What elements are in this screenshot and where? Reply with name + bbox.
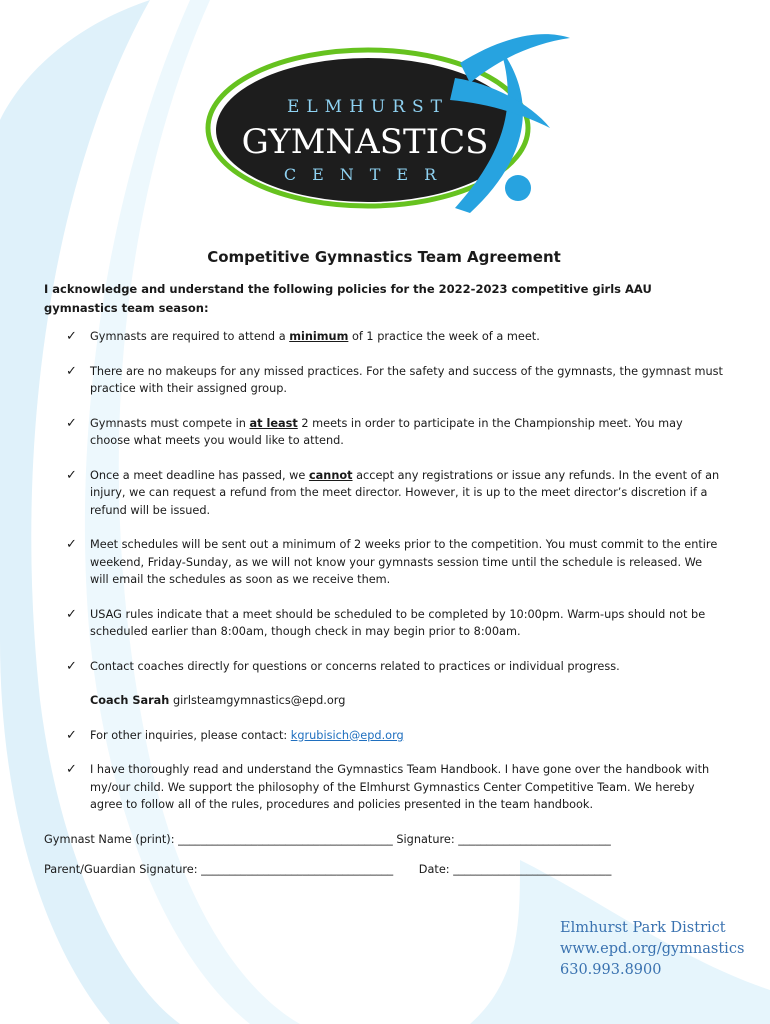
policy-item-handbook: ✓ I have thoroughly read and understand the Gymnastics Team Handbook. I have gone over the handbook with my/our child. We support the philosophy of the Elmhurst Gymnastics Center Competitive Team. We hereby agree to follow all of the rules, procedures and policies presented in the team handbook. xyxy=(66,762,710,811)
policy-list-continued xyxy=(44,727,724,814)
policy-item-other-inquiries: ✓ For other inquiries, please contact: kgrubisich@epd.org xyxy=(66,727,404,743)
check-icon: ✓ xyxy=(66,363,77,379)
elmhurst-gymnastics-logo xyxy=(200,8,570,223)
signature-field[interactable]: ___________________________ xyxy=(458,832,611,846)
page-title: Competitive Gymnastics Team Agreement xyxy=(207,248,561,266)
date-field[interactable]: ____________________________ xyxy=(453,862,612,876)
policy-item-meet-schedules: ✓ Meet schedules will be sent out a minimum of 2 weeks prior to the competition. You must commit to the entire weekend, Friday-Sunday, as we will not know your gymnasts session time until the schedule is released. We will email the schedules as soon as we receive them. xyxy=(66,537,718,586)
parent-signature-label: Parent/Guardian Signature: xyxy=(44,862,202,876)
check-icon: ✓ xyxy=(66,467,77,483)
footer-url[interactable]: www.epd.org/gymnastics xyxy=(560,941,745,957)
gymnast-signature-row xyxy=(44,831,724,848)
policy-item-meet-count: ✓ Gymnasts must compete in at least 2 meets in order to participate in the Championship meet. You may choose what meets you would like to attend. xyxy=(66,415,683,447)
check-icon: ✓ xyxy=(66,762,77,777)
coach-contact xyxy=(44,692,724,710)
emphasis-at-least: at least xyxy=(249,416,298,430)
signature-label: Signature: xyxy=(396,832,459,846)
coach-email: girlsteamgymnastics@epd.org xyxy=(172,694,346,707)
inquiries-email-link[interactable]: kgrubisich@epd.org xyxy=(290,728,404,742)
check-icon: ✓ xyxy=(66,329,77,344)
check-icon: ✓ xyxy=(66,415,77,431)
policy-item-no-makeups: ✓ There are no makeups for any missed practices. For the safety and success of the gymnasts, the gymnast must practice with their assigned group. xyxy=(66,363,723,395)
policy-item-usag-rules: ✓ USAG rules indicate that a meet should be scheduled to be completed by 10:00pm. Warm-ups should not be scheduled earlier than 8:00am, though check in may begin prior to 8:00am. xyxy=(66,606,706,638)
gymnast-name-field[interactable]: ______________________________________ xyxy=(178,832,393,846)
policy-item-refunds: ✓ Once a meet deadline has passed, we cannot accept any registrations or issue any refunds. In the event of an injury, we can request a refund from the meet director. However, it is up to the meet director’s discretion if a refund will be issued. xyxy=(66,467,720,517)
date-label: Date: xyxy=(418,862,454,876)
check-icon: ✓ xyxy=(66,537,77,552)
footer-phone: 630.993.8900 xyxy=(560,962,662,978)
parent-signature-row xyxy=(44,861,724,878)
policy-item-minimum-practice: ✓ Gymnasts are required to attend a minimum of 1 practice the week of a meet. xyxy=(66,329,540,344)
policy-item-contact-coaches: ✓ Contact coaches directly for questions or concerns related to practices or individual progress. xyxy=(66,658,620,674)
logo-text-center: CENTER xyxy=(283,165,453,184)
agreement-body xyxy=(44,248,724,878)
park-district-footer xyxy=(560,918,744,981)
intro-text: I acknowledge and understand the following policies for the 2022-2023 competitive girls AAU gymnastics team season: xyxy=(44,282,652,315)
check-icon: ✓ xyxy=(66,727,77,743)
logo-text-elmhurst: ELMHURST xyxy=(286,97,450,117)
check-icon: ✓ xyxy=(66,606,77,622)
policy-list xyxy=(44,328,724,675)
gymnast-name-label: Gymnast Name (print): xyxy=(44,832,179,846)
coach-name: Coach Sarah xyxy=(90,694,170,707)
emphasis-minimum: minimum xyxy=(289,330,349,343)
emphasis-cannot: cannot xyxy=(308,468,353,482)
parent-signature-field[interactable]: __________________________________ xyxy=(201,862,394,876)
check-icon: ✓ xyxy=(66,658,77,674)
footer-org: Elmhurst Park District xyxy=(560,920,726,936)
logo-text-gymnastics: GYMNASTICS xyxy=(241,122,489,162)
